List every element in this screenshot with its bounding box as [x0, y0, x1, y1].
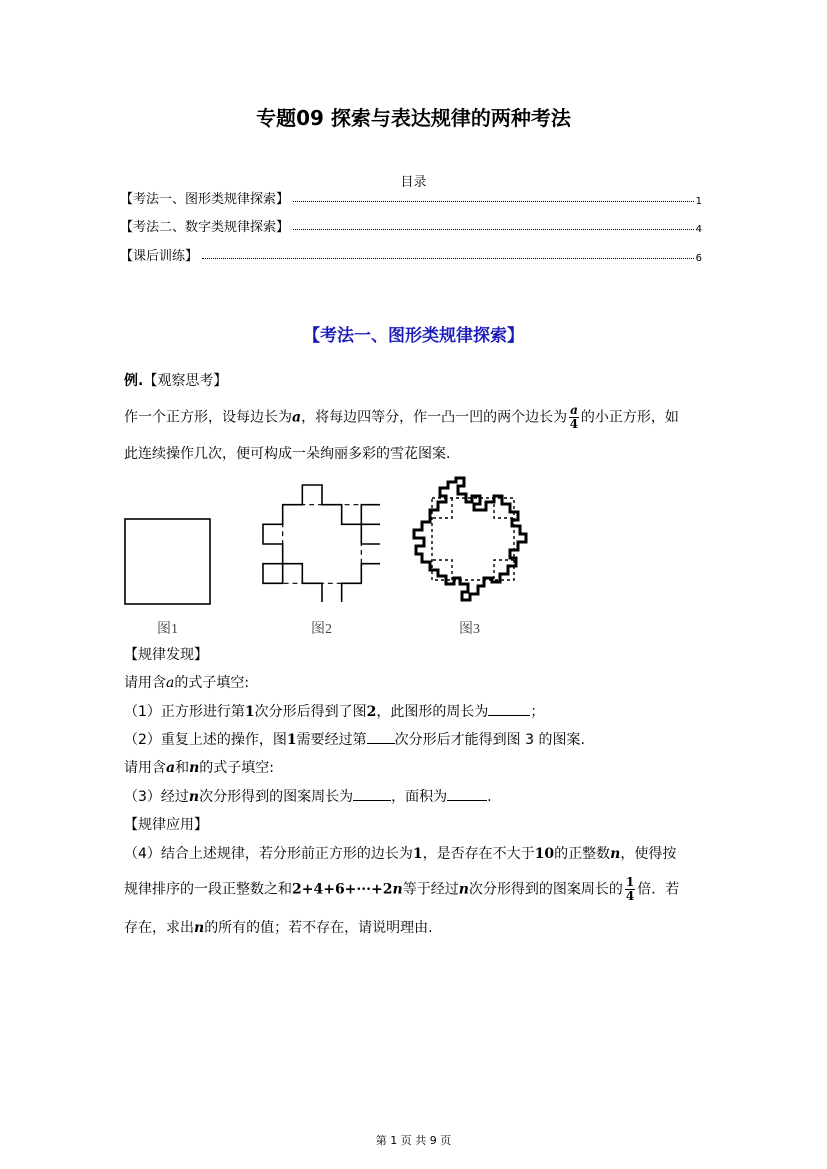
math-var: n	[610, 846, 621, 862]
toc-item-page: 6	[695, 253, 702, 264]
text-run: 的式子填空:	[199, 760, 274, 776]
math-num: 2	[366, 704, 377, 720]
text-run: （2）重复上述的操作，图	[124, 732, 287, 748]
question-4-line-1	[124, 843, 676, 863]
example-paragraph-line-2: 此连续操作几次，便可构成一朵绚丽多彩的雪花图案.	[124, 446, 451, 462]
math-var: a	[166, 675, 175, 691]
perimeter-answer-blank[interactable]	[353, 800, 391, 801]
figure-caption: 图3	[459, 622, 480, 637]
math-var: a	[166, 760, 176, 776]
text-run: 的所有的值；若不存在，请说明理由.	[204, 920, 433, 936]
text-run: 次分形得到的图案周长的	[468, 881, 623, 898]
toc-dot-leader	[293, 228, 694, 230]
text-run: ，使得按	[620, 846, 677, 862]
text-run: （3）经过	[124, 789, 189, 805]
toc-item-label: 【考法一、图形类规律探索】	[120, 192, 290, 207]
math-var: n	[189, 760, 200, 776]
question-1	[124, 701, 544, 721]
toc-dot-leader	[293, 200, 694, 202]
answer-blank[interactable]	[488, 715, 530, 716]
area-answer-blank[interactable]	[447, 800, 487, 801]
example-label: 例.	[124, 373, 144, 389]
fraction-numerator: a	[570, 403, 578, 417]
text-run: 的小正方形，如	[580, 409, 679, 426]
fraction-a-over-4	[569, 404, 579, 431]
text-run: ，将每边四等分，作一凸一凹的两个边长为	[301, 409, 568, 426]
text-run: 请用含	[124, 760, 166, 776]
page-title: 专题09 探索与表达规律的两种考法	[256, 106, 571, 130]
text-run: 需要经过第	[296, 732, 367, 748]
rule-discovery-heading: 【规律发现】	[124, 647, 208, 663]
text-run: 规律排序的一段正整数之和	[124, 881, 292, 898]
answer-blank[interactable]	[367, 743, 395, 744]
math-var: n	[194, 920, 205, 936]
text-run: ，此图形的周长为	[376, 704, 489, 720]
question-4-line-2	[124, 876, 679, 903]
fraction-one-quarter	[625, 876, 635, 903]
figure-caption: 图2	[311, 622, 332, 637]
toc-item-label: 【课后训练】	[120, 249, 199, 264]
fractal-outline	[263, 485, 380, 602]
math-var: n	[458, 881, 469, 898]
figure-2-first-fractal	[262, 484, 380, 602]
section-title: 【考法一、图形类规律探索】	[303, 326, 524, 346]
fraction-numerator: 1	[625, 875, 635, 889]
text-run: 的式子填空:	[174, 675, 250, 691]
text-run: （4）结合上述规律，若分形前正方形的边长为	[124, 846, 413, 862]
text-run: 次分形得到的图案周长为	[199, 789, 354, 805]
text-run: 存在，求出	[124, 920, 194, 936]
fractal-outline	[414, 478, 526, 600]
math-sum: 2+4+6+···+2	[292, 881, 393, 898]
text-run: ；	[530, 704, 545, 720]
original-square-dashed	[283, 505, 362, 584]
text-run: （1）正方形进行第	[124, 704, 245, 720]
text-run: ，是否存在不大于	[422, 846, 535, 862]
figure-1-square	[124, 518, 212, 606]
text-run: 的正整数	[554, 846, 611, 862]
question-4-line-3	[124, 917, 433, 937]
fill-with-a-and-n-instruction	[124, 757, 274, 777]
math-var: n	[188, 789, 200, 805]
math-num: 1	[286, 732, 297, 748]
text-run: .	[487, 789, 492, 805]
question-2	[124, 729, 585, 749]
math-var: a	[292, 409, 302, 426]
example-paragraph-line-1	[124, 404, 679, 431]
text-run: 等于经过	[402, 881, 459, 898]
example-header	[124, 370, 227, 390]
toc-dot-leader	[202, 257, 694, 259]
question-3	[124, 786, 492, 806]
math-num: 1	[412, 846, 423, 862]
toc-heading: 目录	[400, 175, 427, 190]
toc-item-label: 【考法二、数字类规律探索】	[120, 220, 290, 235]
text-run: 请用含	[124, 675, 166, 691]
page-footer: 第 1 页 共 9 页	[375, 1134, 452, 1147]
toc-item[interactable]	[120, 187, 702, 207]
math-num: 10	[534, 846, 555, 862]
figure-caption: 图1	[157, 622, 178, 637]
text-run: 和	[175, 760, 190, 776]
toc-item[interactable]	[120, 244, 702, 264]
text-run: 次分形后得到了图	[254, 704, 367, 720]
text-run: 次分形后才能得到图 3 的图案.	[394, 732, 585, 748]
toc-item-page: 1	[695, 196, 702, 207]
text-run: ，面积为	[391, 789, 448, 805]
math-var: n	[392, 881, 403, 898]
example-tag: 【观察思考】	[143, 373, 228, 389]
math-num: 1	[244, 704, 255, 720]
fill-with-a-instruction	[124, 672, 249, 692]
text-run: 作一个正方形，设每边长为	[124, 409, 292, 426]
text-run: 倍．若	[637, 881, 680, 898]
fraction-denominator: 4	[569, 417, 579, 431]
toc-item[interactable]	[120, 215, 702, 235]
fraction-denominator: 4	[625, 889, 635, 903]
square-outline	[125, 519, 210, 604]
toc-item-page: 4	[695, 224, 702, 235]
rule-application-heading: 【规律应用】	[124, 817, 208, 833]
figure-3-second-fractal	[408, 474, 538, 604]
